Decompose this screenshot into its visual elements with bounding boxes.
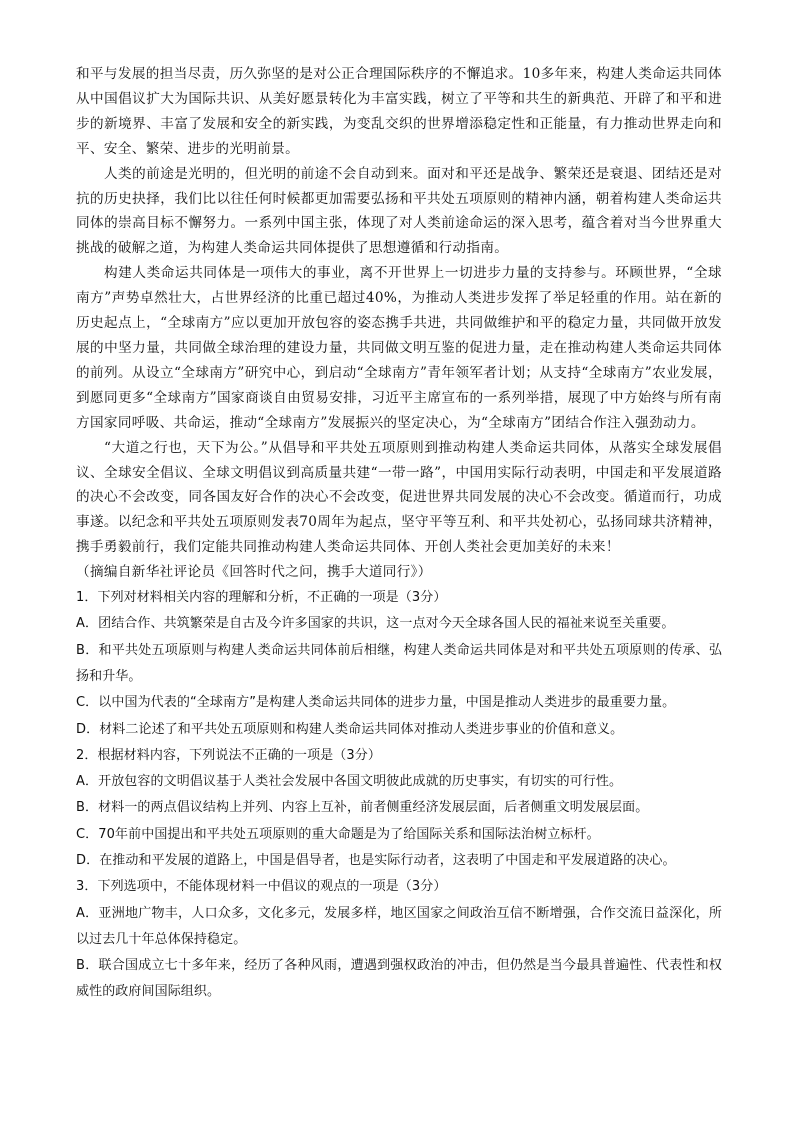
passage-paragraph-4: “大道之行也，天下为公。”从倡导和平共处五项原则到推动构建人类命运共同体，从落实全球发展倡议、全球安全倡议、全球文明倡议到高质量共建“一带一路”，中国用实际行动表明，中国走和平发展道路的决心不会改变，同各国友好合作的决心不会改变，促进世界共同发展的决心不会改变。循道而行，功成事遂。以纪念和平共处五项原则发表70周年为起点，坚守平等互利、和平共处初心，弘扬同球共济精神，携手勇毅前行，我们定能共同推动构建人类命运共同体、开创人类社会更加美好的未来！ [76, 439, 722, 556]
passage-paragraph-2: 人类的前途是光明的，但光明的前途不会自动到来。面对和平还是战争、繁荣还是衰退、团结还是对抗的历史抉择，我们比以往任何时候都更加需要弘扬和平共处五项原则的精神内涵，朝着构建人类命运共同体的崇高目标不懈努力。一系列中国主张，体现了对人类前途命运的深入思考，蕴含着对当今世界重大挑战的破解之道，为构建人类命运共同体提供了思想遵循和行动指南。 [76, 165, 722, 257]
reading-passage [76, 62, 722, 585]
question-stem: 3．下列选项中，不能体现材料一中倡议的观点的一项是（3分） [76, 879, 447, 895]
option-b: B．联合国成立七十多年来，经历了各种风雨，遭遇到强权政治的冲击，但仍然是当今最具普遍性、代表性和权威性的政府间国际组织。 [76, 958, 722, 1000]
option-d: D．在推动和平发展的道路上，中国是倡导者，也是实际行动者，这表明了中国走和平发展道路的决心。 [76, 853, 676, 868]
question-stem: 2．根据材料内容，下列说法不正确的一项是（3分） [76, 747, 381, 763]
passage-paragraph-1: 和平与发展的担当尽责，历久弥坚的是对公正合理国际秩序的不懈追求。10多年来，构建人类命运共同体从中国倡议扩大为国际共识、从美好愿景转化为丰富实践，树立了平等和共生的新典范、开辟了和平和进步的新境界、丰富了发展和安全的新实践，为变乱交织的世界增添稳定性和正能量，有力推动世界走向和平、安全、繁荣、进步的光明前景。 [76, 66, 722, 157]
passage-paragraph-3: 构建人类命运共同体是一项伟大的事业，离不开世界上一切进步力量的支持参与。环顾世界，“全球南方”声势卓然壮大，占世界经济的比重已超过40%，为推动人类进步发挥了举足轻重的作用。站在新的历史起点上，“全球南方”应以更加开放包容的姿态携手共进，共同做维护和平的稳定力量，共同做开放发展的中坚力量，共同做全球治理的建设力量，共同做文明互鉴的促进力量，走在推动构建人类命运共同体的前列。从设立“全球南方”研究中心，到启动“全球南方”青年领军者计划；从支持“全球南方”农业发展，到愿同更多“全球南方”国家商谈自由贸易安排，习近平主席宣布的一系列举措，展现了中方始终与所有南方国家同呼吸、共命运，推动“全球南方”发展振兴的坚定决心，为“全球南方”团结合作注入强劲动力。 [76, 265, 722, 431]
option-a: A．开放包容的文明倡议基于人类社会发展中各国文明彼此成就的历史事实，有切实的可行性。 [76, 774, 623, 790]
option-a: A．亚洲地广物丰，人口众多，文化多元，发展多样，地区国家之间政治互信不断增强，合作交流日益深化，所以过去几十年总体保持稳定。 [76, 905, 722, 947]
question-list [76, 585, 722, 1006]
option-d: D．材料二论述了和平共处五项原则和构建人类命运共同体对推动人类进步事业的价值和意义。 [76, 721, 624, 737]
passage-source: （摘编自新华社评论员《回答时代之问，携手大道同行》） [76, 564, 432, 581]
exam-page [76, 62, 722, 1006]
option-a: A．团结合作、共筑繁荣是自古及今许多国家的共识，这一点对今天全球各国人民的福祉来说至关重要。 [76, 616, 675, 632]
question-2 [76, 743, 722, 874]
question-1 [76, 585, 722, 743]
option-b: B．材料一的两点倡议结构上并列、内容上互补，前者侧重经济发展层面，后者侧重文明发展层面。 [76, 800, 649, 816]
question-stem: 1．下列对材料相关内容的理解和分析，不正确的一项是（3分） [76, 590, 447, 606]
option-c: C．以中国为代表的“全球南方”是构建人类命运共同体的进步力量，中国是推动人类进步的最重要力量。 [76, 695, 676, 711]
option-c: C．70年前中国提出和平共处五项原则的重大命题是为了给国际关系和国际法治树立标杆。 [76, 826, 600, 842]
option-b: B．和平共处五项原则与构建人类命运共同体前后相继，构建人类命运共同体是对和平共处五项原则的传承、弘扬和升华。 [76, 642, 722, 684]
question-3 [76, 874, 722, 1005]
